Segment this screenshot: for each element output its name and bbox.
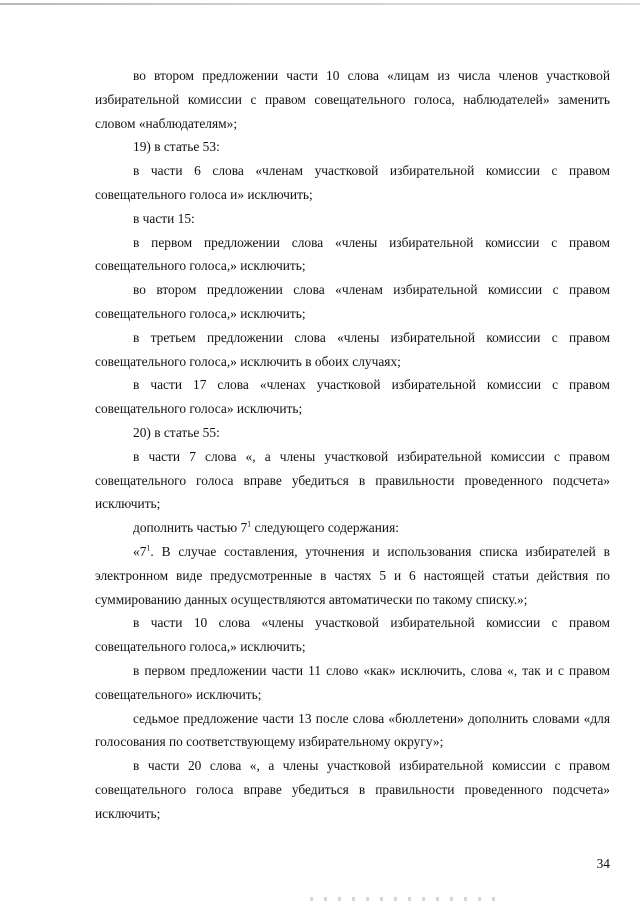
paragraph: в части 10 слова «члены участковой избирательной комиссии с правом совещательного голоса,» исключить; — [95, 615, 610, 655]
superscript: 1 — [146, 543, 151, 553]
page-number: 34 — [596, 856, 610, 871]
paragraph: 19) в статье 53: — [133, 139, 220, 155]
paragraph: седьмое предложение части 13 после слова «бюллетени» дополнить словами «для голосования по соответствующему избирательному округу»; — [95, 710, 610, 750]
scan-artifact — [310, 897, 500, 901]
paragraph: в части 7 слова «, а члены участковой избирательной комиссии с правом совещательного голоса вправе убедиться в правильности проведенного подсчета» исключить; — [95, 448, 610, 512]
paragraph: в первом предложении слова «члены избирательной комиссии с правом совещательного голоса,» исключить; — [95, 234, 610, 274]
paragraph: в третьем предложении слова «члены избирательной комиссии с правом совещательного голоса,» исключить в обоих случаях; — [95, 329, 610, 369]
paragraph: в части 6 слова «членам участковой избирательной комиссии с правом совещательного голоса и» исключить; — [95, 163, 610, 202]
paragraph: в первом предложении части 11 слово «как» исключить, слова «, так и с правом совещательного» исключить; — [95, 662, 610, 702]
top-border-line — [0, 3, 640, 5]
document-body — [95, 64, 610, 826]
paragraph-with-superscript — [95, 540, 610, 611]
superscript: 1 — [247, 519, 252, 529]
paragraph-text-start: дополнить частью 7 — [133, 520, 248, 536]
paragraph: во втором предложении слова «членам избирательной комиссии с правом совещательного голоса,» исключить; — [95, 282, 610, 321]
paragraph-with-superscript — [95, 516, 610, 540]
paragraph: в части 20 слова «, а члены участковой избирательной комиссии с правом совещательного голоса вправе убедиться в правильности проведенного подсчета» исключить; — [95, 758, 610, 821]
paragraph-text-end: следующего содержания: — [251, 520, 399, 536]
paragraph: во втором предложении части 10 слова «лицам из числа членов участковой избирательной комиссии с правом совещательного голоса, наблюдателей» заменить словом «наблюдателям»; — [95, 68, 610, 131]
paragraph-text-start: «7 — [133, 543, 147, 559]
paragraph: в части 17 слова «членах участковой избирательной комиссии с правом совещательного голоса» исключить; — [95, 377, 610, 417]
paragraph-text-end: . В случае составления, уточнения и использования списка избирателей в электронном виде предусмотренные в частях 5 и 6 настоящей статьи действия по суммированию данных осуществляются автоматически по такому списку.»; — [95, 543, 610, 607]
paragraph: 20) в статье 55: — [133, 424, 220, 440]
paragraph: в части 15: — [133, 210, 195, 226]
